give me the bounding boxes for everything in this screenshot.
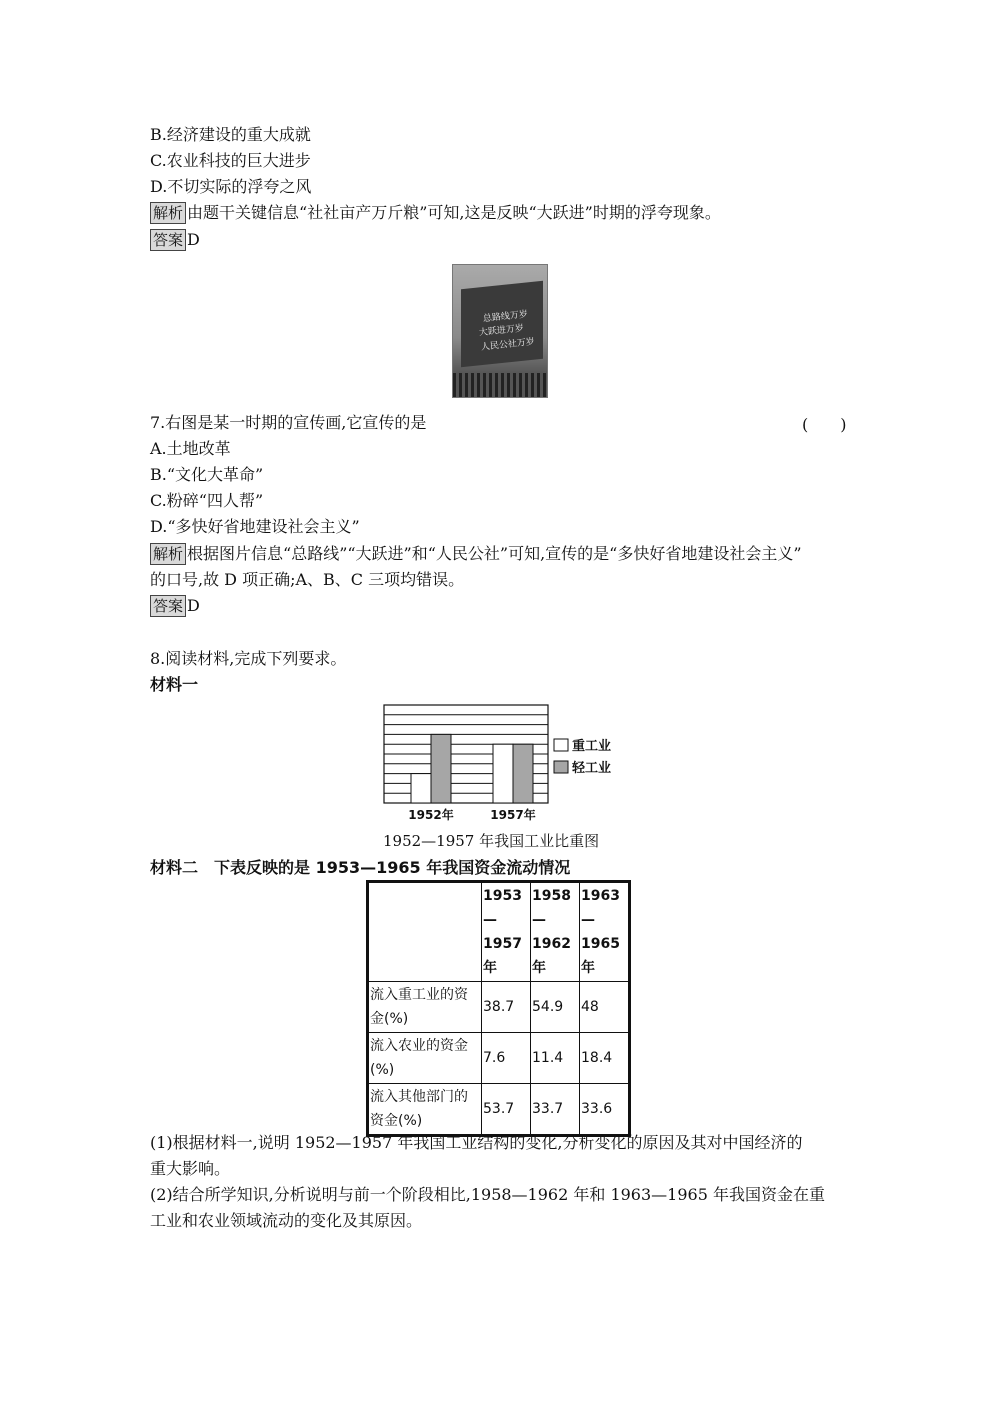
table-cell: 54.9 bbox=[531, 982, 580, 1033]
table-header-row bbox=[368, 882, 630, 982]
crowd-shape bbox=[453, 373, 547, 397]
propaganda-poster-image bbox=[452, 264, 548, 398]
q8-sub2-line1: (2)结合所学知识,分析说明与前一个阶段相比,1958—1962 年和 1963—1965 年我国资金在重 bbox=[150, 1185, 825, 1204]
q7-analysis-tag: 解析 bbox=[150, 543, 186, 565]
q7-option-b: B.“文化大革命” bbox=[150, 465, 264, 484]
table-row bbox=[368, 982, 630, 1033]
legend-swatch bbox=[554, 739, 568, 751]
q7-analysis-line bbox=[150, 543, 802, 565]
q7-analysis-text-1: 根据图片信息“总路线”“大跃进”和“人民公社”可知,宣传的是“多快好省地建设社会主义” bbox=[187, 544, 802, 563]
q7-option-a: A.土地改革 bbox=[150, 439, 231, 458]
bar-重工业-1952年 bbox=[411, 774, 431, 803]
q7-answer-text: D bbox=[187, 596, 200, 615]
material2-label: 材料二 下表反映的是 1953—1965 年我国资金流动情况 bbox=[150, 858, 571, 877]
q7-option-c: C.粉碎“四人帮” bbox=[150, 491, 264, 510]
q7-answer-line bbox=[150, 595, 200, 617]
q7-answer-tag: 答案 bbox=[150, 595, 186, 617]
option-b: B.经济建设的重大成就 bbox=[150, 125, 311, 144]
legend-swatch bbox=[554, 761, 568, 773]
analysis-text: 由题干关键信息“社社亩产万斤粮”可知,这是反映“大跃进”时期的浮夸现象。 bbox=[187, 203, 721, 222]
x-tick-label: 1952年 bbox=[408, 808, 454, 822]
x-tick-label: 1957年 bbox=[490, 808, 536, 822]
industry-ratio-chart bbox=[380, 700, 630, 824]
table-header-cell: 1958— 1962 年 bbox=[531, 882, 580, 982]
table-cell: 33.6 bbox=[580, 1084, 630, 1136]
analysis-tag: 解析 bbox=[150, 202, 186, 224]
q7-option-d: D.“多快好省地建设社会主义” bbox=[150, 517, 360, 536]
q8-sub1-line2: 重大影响。 bbox=[150, 1159, 231, 1178]
table-row-label: 流入其他部门的 资金(%) bbox=[368, 1084, 482, 1136]
table-cell: 7.6 bbox=[482, 1033, 531, 1084]
q7-answer-paren: ( ) bbox=[802, 415, 847, 434]
table-header-cell: 1963— 1965 年 bbox=[580, 882, 630, 982]
q7-analysis-text-2: 的口号,故 D 项正确;A、B、C 三项均错误。 bbox=[150, 570, 465, 589]
legend-label: 轻工业 bbox=[572, 761, 612, 776]
table-row bbox=[368, 1084, 630, 1136]
table-corner-cell bbox=[368, 882, 482, 982]
answer-text: D bbox=[187, 230, 200, 249]
table-row-label: 流入重工业的资 金(%) bbox=[368, 982, 482, 1033]
table-header-cell: 1953— 1957 年 bbox=[482, 882, 531, 982]
table-cell: 38.7 bbox=[482, 982, 531, 1033]
poster-text-3: 人民公社万岁 bbox=[480, 337, 536, 353]
bar-轻工业-1952年 bbox=[431, 734, 451, 803]
q8-sub1-line1: (1)根据材料一,说明 1952—1957 年我国工业结构的变化,分析变化的原因及其对中国经济的 bbox=[150, 1133, 803, 1152]
poster-text-2: 大跃进万岁 bbox=[478, 323, 525, 339]
material1-label: 材料一 bbox=[150, 675, 199, 694]
legend-label: 重工业 bbox=[572, 739, 612, 754]
answer-tag: 答案 bbox=[150, 229, 186, 251]
table-cell: 48 bbox=[580, 982, 630, 1033]
option-c: C.农业科技的巨大进步 bbox=[150, 151, 311, 170]
q7-stem: 7.右图是某一时期的宣传画,它宣传的是 bbox=[150, 413, 427, 432]
answer-line bbox=[150, 229, 200, 251]
bar-重工业-1957年 bbox=[493, 744, 513, 803]
table-cell: 33.7 bbox=[531, 1084, 580, 1136]
chart-caption: 1952—1957 年我国工业比重图 bbox=[383, 832, 600, 850]
table-cell: 53.7 bbox=[482, 1084, 531, 1136]
chart-legend bbox=[554, 738, 611, 776]
table-cell: 18.4 bbox=[580, 1033, 630, 1084]
table-row bbox=[368, 1033, 630, 1084]
q8-sub2-line2: 工业和农业领域流动的变化及其原因。 bbox=[150, 1211, 423, 1230]
poster-text-1: 总路线万岁 bbox=[482, 309, 529, 325]
analysis-line bbox=[150, 202, 721, 224]
q8-stem: 8.阅读材料,完成下列要求。 bbox=[150, 649, 347, 668]
fund-flow-table bbox=[366, 880, 631, 1137]
bar-轻工业-1957年 bbox=[513, 744, 533, 803]
option-d: D.不切实际的浮夸之风 bbox=[150, 177, 312, 196]
chart-x-labels bbox=[408, 807, 535, 822]
table-cell: 11.4 bbox=[531, 1033, 580, 1084]
table-row-label: 流入农业的资金 (%) bbox=[368, 1033, 482, 1084]
